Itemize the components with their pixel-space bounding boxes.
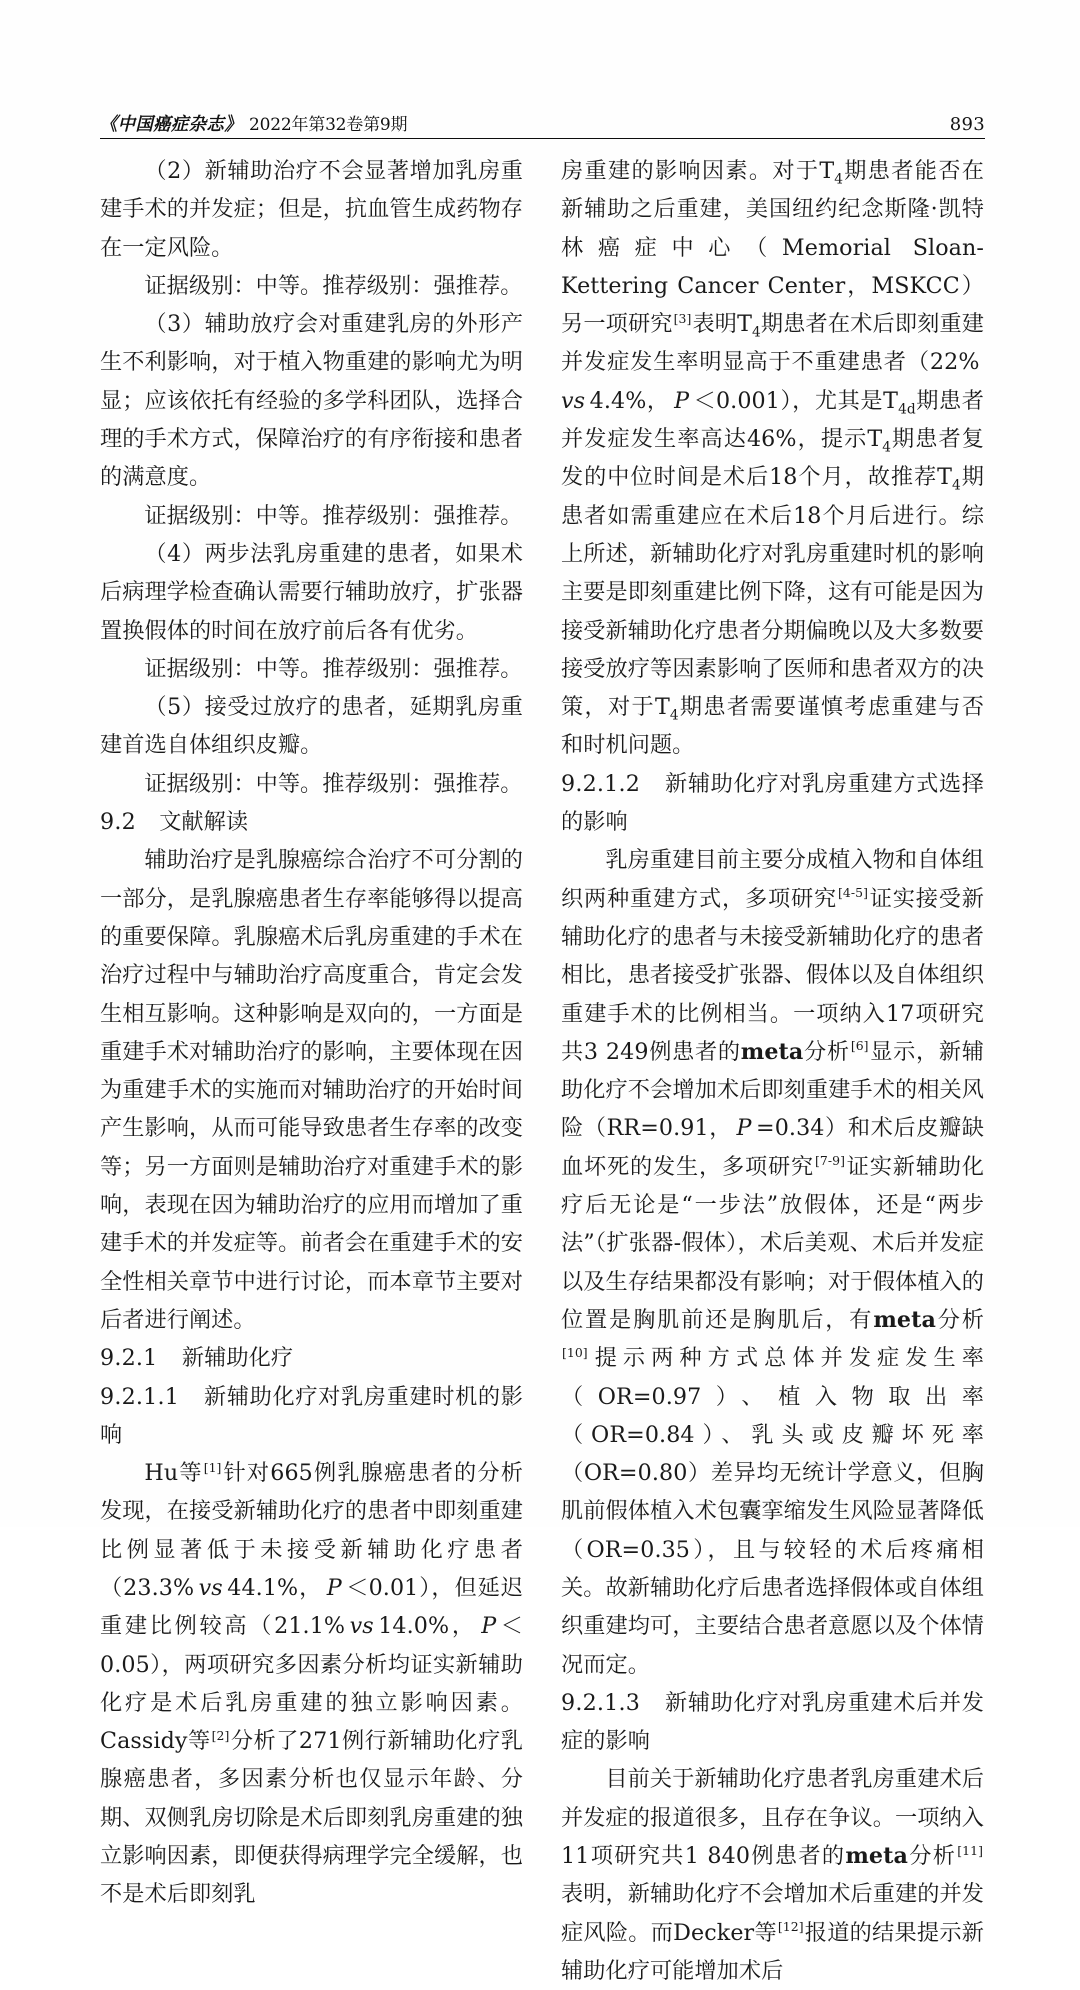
column-left [100,152,523,1908]
reference-marker[interactable]: [4-5] [838,885,868,901]
subscript-text: 4 [669,707,679,724]
cjk-run: ，提示 [796,426,868,453]
section-number: 9.2 [100,809,136,836]
column-right [561,152,985,1984]
cjk-run: 期患者并发症发生率高达 [561,387,984,453]
latin-run: =0.34 [756,1115,825,1142]
cjk-run: ， [646,387,670,414]
cjk-run: 例患者的 [648,1038,741,1065]
section-heading [100,1378,523,1455]
reference-marker[interactable]: [3] [673,310,692,326]
section-number: 9.2.1.2 [561,770,641,797]
cjk-run: 房重建的影响因素。对于 [561,158,820,184]
latin-run: OR=0.80 [583,1460,688,1487]
cjk-run: 提示两种方式总体并发症发生率（ [561,1345,984,1410]
reference-marker[interactable]: [6] [850,1038,869,1054]
latin-run: 4.4% [589,387,647,414]
cjk-run: 期患者复发的中位时间是术后 [561,426,985,491]
latin-run: 14.0% [378,1613,450,1640]
latin-run: Memorial Sloan-Kettering Cancer Center [561,234,984,299]
body-paragraph: （4）两步法乳房重建的患者，如果术后病理学检查确认需要行辅助放疗，扩张器置换假体的时间在放疗前后各有优劣。 [100,540,523,644]
latin-run: 21.1% [274,1613,346,1640]
cjk-run: 目前关于新辅助化疗患者乳房重建术后并发症的报道很多，且存在争议。一项纳入 [561,1766,984,1831]
cjk-run: 项研究共 [589,1843,685,1870]
latin-run: RR=0.91 [606,1115,709,1142]
subscript-text: 4 [882,439,892,456]
latin-run: T [737,311,752,338]
body-paragraph: 证据级别：中等。推荐级别：强推荐。 [144,770,523,797]
latin-run: T [937,464,953,491]
latin-run: T [867,426,883,453]
latin-run: Cassidy [100,1728,188,1755]
cjk-run: 乳房重建目前主要分成植入物和自体组织两种重建方式，多项研究 [561,847,984,912]
latin-run: T [654,694,670,721]
latin-run: 23.3% [123,1574,195,1601]
cjk-run: 分析 [935,1306,984,1333]
italic-term: vs [198,1574,223,1601]
page-number: 893 [949,114,985,135]
latin-run: 44.1% [227,1574,299,1601]
italic-term: P [326,1574,342,1601]
latin-run: Decker [673,1919,755,1946]
latin-run: OR=0.35 [586,1536,691,1563]
section-number: 9.2.1 [100,1345,158,1372]
italic-term: vs [349,1613,374,1640]
cjk-run: 分析 [907,1843,957,1870]
cjk-run: ）和术后皮瓣缺血坏死的发生，多项研究 [561,1115,984,1180]
reference-marker[interactable]: [2] [211,1727,230,1743]
section-heading [561,765,984,842]
cjk-run: ， [845,272,872,299]
italic-term: vs [561,387,586,414]
latin-run: MSKCC [871,272,960,299]
cjk-run: ），两项研究多因素分析均证实新辅助化疗是术后乳房重建的独立影响因素。 [100,1651,523,1716]
cjk-run: ）、乳头或皮瓣坏死率（ [561,1421,984,1487]
running-head [100,104,985,134]
body-paragraph: （2）新辅助治疗不会显著增加乳房重建手术的并发症；但是，抗血管生成药物存在一定风险。 [100,158,523,261]
reference-marker[interactable]: [11] [957,1842,983,1858]
latin-run: 46% [746,426,797,453]
latin-run: 18 [769,464,798,491]
cjk-run: 显示，新辅助化疗不会增加术后即刻重建手术的相关风险（ [561,1038,984,1142]
cjk-run: 等 [754,1919,777,1946]
cjk-run: 期患者在术后即刻重建并发症发生率明显高于不重建患者（ [561,311,985,376]
reference-marker[interactable]: [1] [203,1459,222,1475]
body-paragraph [561,1760,984,1990]
cjk-run: ， [298,1574,323,1601]
cjk-run: 例乳腺癌患者的分析发现，在接受新辅助化疗的患者中即刻重建比例显著低于未接受新辅助化疗患者（ [100,1460,523,1601]
section-number: 9.2.1.1 [100,1383,180,1410]
latin-run: Hu [144,1460,179,1487]
latin-run: 665 [270,1460,313,1487]
latin-run: 18 [793,502,822,529]
latin-run: ＜0.05 [100,1613,523,1678]
body-columns [100,152,985,1984]
cjk-run: ， [708,1115,733,1142]
cjk-run: 个月，故推荐 [797,464,938,491]
body-paragraph: 证据级别：中等。推荐级别：强推荐。 [144,272,523,299]
cjk-run: ），但延迟重建比例较高（ [100,1574,523,1640]
reference-marker[interactable]: [12] [777,1919,804,1935]
subscript-text: 4 [752,324,761,341]
italic-term: P [736,1115,752,1142]
body-paragraph: 辅助治疗是乳腺癌综合治疗不可分割的一部分，是乳腺癌患者生存率能够得以提高的重要保障。乳腺癌术后乳房重建的手术在治疗过程中与辅助治疗高度重合，肯定会发生相互影响。这种影响是双向的，一方面是重建手术对辅助治疗的影响，主要体现在因为重建手术的实施而对辅助治疗的开始时间产生影响，从而可能导致患者生存率的改变等；另一方面则是辅助治疗对重建手术的影响，表现在因为辅助治疗的应用而增加了重建手术的并发症等。前者会在重建手术的安全性相关章节中进行讨论，而本章节主要对后者进行阐述。 [100,847,523,1333]
cjk-run: 项研究共 [561,1000,985,1065]
italic-term: P [481,1613,497,1640]
header-rule [100,138,985,139]
latin-run: OR=0.97 [597,1383,702,1410]
body-paragraph [561,841,984,1684]
cjk-run: 等 [178,1460,203,1487]
cjk-run: 证实新辅助化疗后无论是“一步法”放假体，还是“两步法”（扩张器-假体），术后美观、术后并发症以及生存结果都没有影响；对于假体植入的位置是胸肌前还是胸肌后，有 [561,1153,984,1333]
body-paragraph: （5）接受过放疗的患者，延期乳房重建首选自体组织皮瓣。 [100,694,523,759]
section-title: 新辅助化疗对乳房重建术后并发症的影响 [561,1689,984,1755]
section-heading [100,803,523,841]
subscript-text: 4 [952,477,961,494]
subscript-text: 4d [898,401,916,418]
cjk-run: 期患者需要谨慎考虑重建与否和时机问题。 [561,694,984,759]
latin-run: 11 [561,1843,590,1870]
latin-run: 3 249 [583,1038,649,1065]
issue-info: 2022年第32卷第9期 [249,115,408,135]
cjk-run: 期患者能否在新辅助之后重建，美国纽约纪念斯隆·凯特林癌症中心（ [561,158,984,261]
latin-run: 1 840 [684,1843,751,1870]
journal-title: 《中国癌症杂志》 [100,114,243,135]
reference-marker[interactable]: [10] [562,1344,588,1360]
latin-run: T [883,387,899,414]
section-title: 新辅助化疗对乳房重建时机的影响 [100,1383,523,1448]
latin-run: 271 [298,1728,342,1755]
cjk-run: 等 [187,1728,211,1755]
bold-term: meta [873,1306,936,1333]
subscript-text: 4 [834,171,844,188]
cjk-run: 个月后进行。综上所述，新辅助化疗对乳房重建时机的影响主要是即刻重建比例下降，这有可能是因为接受新辅助化疗患者分期偏晚以及大多数要接受放疗等因素影响了医师和患者双方的决策，对于 [561,502,984,721]
cjk-run: 分析 [803,1038,850,1065]
section-title: 新辅助化疗对乳房重建方式选择的影响 [561,770,984,836]
bold-term: meta [740,1038,804,1065]
cjk-run: ， [449,1613,477,1640]
latin-run: ＜0.001 [693,387,780,414]
latin-run: ＜0.01 [346,1574,419,1601]
section-heading [561,1684,984,1761]
cjk-run: ）差异均无统计学意义，但胸肌前假体植入术包囊挛缩发生风险显著降低（ [561,1460,984,1563]
cjk-run: 分析了 [230,1728,299,1755]
cjk-run: 例患者的 [750,1843,846,1870]
bold-term: meta [845,1843,908,1870]
section-number: 9.2.1.3 [561,1689,641,1716]
latin-run: 22% [929,349,980,376]
cjk-run: ），尤其是 [779,387,884,414]
section-heading [100,1339,523,1377]
cjk-run: ）、植入物取出率（ [561,1383,984,1448]
section-title: 新辅助化疗 [181,1345,294,1372]
cjk-run: 报道的结果提示新辅助化疗可能增加术后 [561,1919,984,1984]
cjk-run: ），且与较轻的术后疼痛相关。故新辅助化疗后患者选择假体或自体组织重建均可，主要结合患者意愿以及个体情况而定。 [561,1536,985,1678]
body-paragraph: 证据级别：中等。推荐级别：强推荐。 [144,655,523,682]
cjk-run: 例行新辅助化疗乳腺癌患者，多因素分析也仅显示年龄、分期、双侧乳房切除是术后即刻乳房重建的独立影响因素，即便获得病理学完全缓解，也不是术后即刻乳 [100,1728,523,1908]
cjk-run: 表明 [692,311,738,338]
latin-run: OR=0.84 [591,1421,695,1448]
cjk-run: ）另一项研究 [561,272,984,338]
cjk-run: 期患者如需重建应在术后 [561,464,984,529]
running-head-left [100,116,407,134]
cjk-run: 证实接受新辅助化疗的患者与未接受新辅助化疗的患者相比，患者接受扩张器、假体以及自体组织重建手术的比例相当。一项纳入 [561,885,984,1027]
cjk-run: 表明，新辅助化疗不会增加术后重建的并发症风险。而 [561,1881,984,1946]
cjk-run: 针对 [222,1460,271,1487]
body-paragraph: （3）辅助放疗会对重建乳房的外形产生不利影响，对于植入物重建的影响尤为明显；应该依托有经验的多学科团队，选择合理的手术方式，保障治疗的有序衔接和患者的满意度。 [100,311,523,491]
italic-term: P [674,387,690,414]
latin-run: T [819,158,835,184]
body-paragraph: 证据级别：中等。推荐级别：强推荐。 [144,502,523,529]
reference-marker[interactable]: [7-9] [815,1153,845,1169]
body-paragraph [561,152,984,765]
section-title: 文献解读 [159,809,249,836]
latin-run: 17 [885,1000,915,1027]
body-paragraph [100,1454,523,1914]
